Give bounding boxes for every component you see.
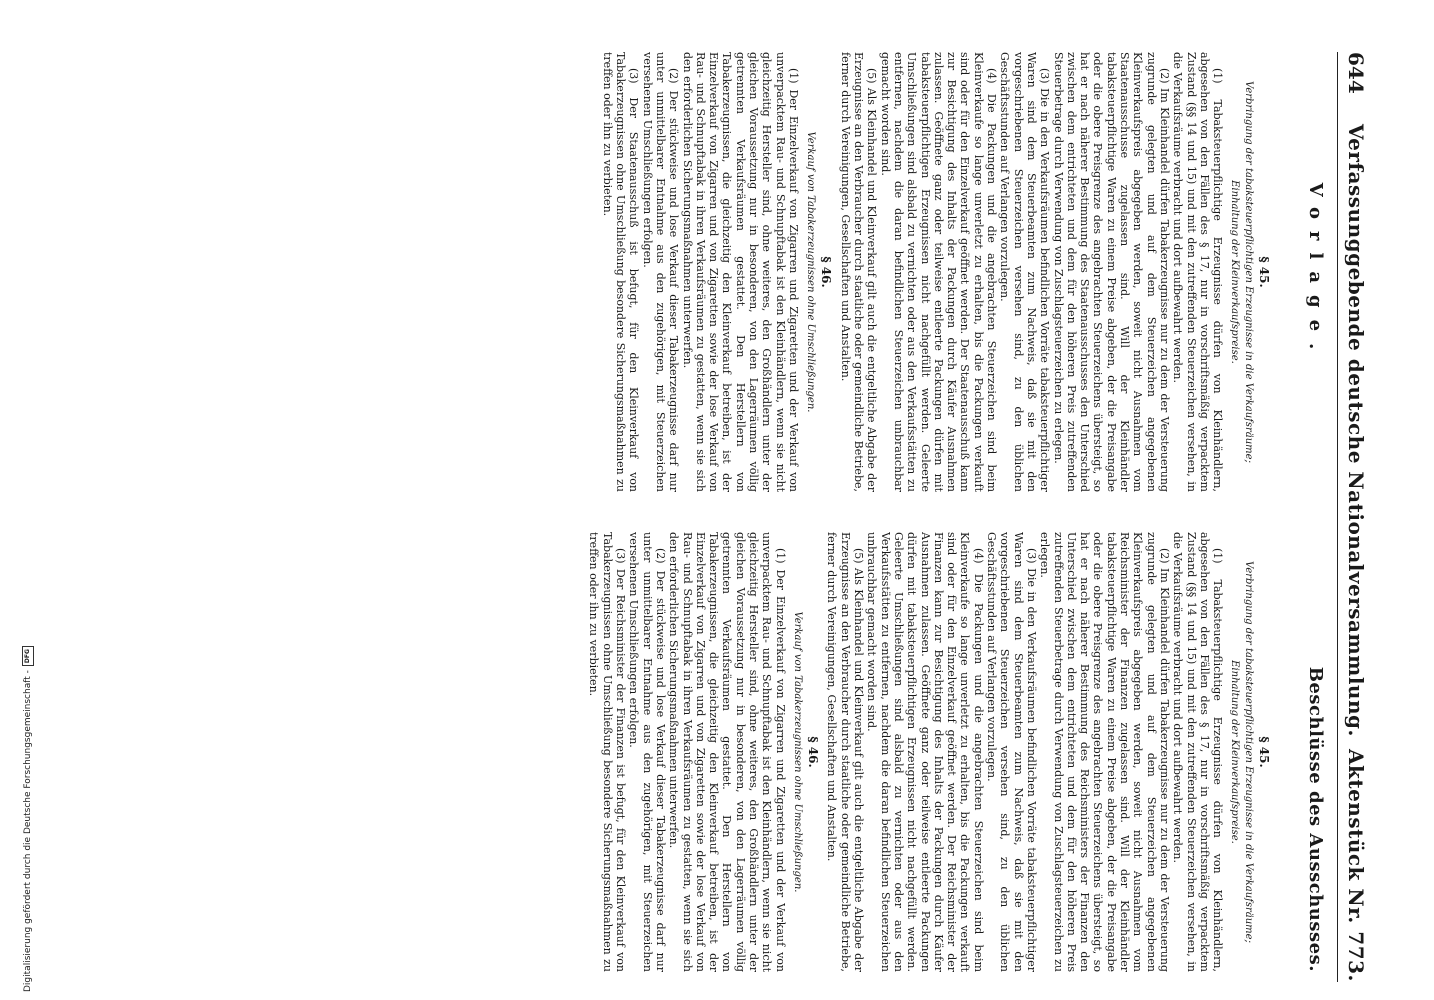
dfg-logo: DFG [22, 646, 34, 666]
paragraph: (3) Die in den Verkaufsräumen befindlichen Vorräte tabaksteuerpflichtiger Waren sind dem Steuerbeamten zum Nachweis, daß sie mit den vorgeschriebenen Steuerzeichen versehen sind, zu den üblichen Geschäftsstunden auf Verlangen vorzulegen. [998, 52, 1052, 492]
section-45-subtitle: Verbringung der tabaksteuerpflichtigen Erzeugnisse in die Verkaufsräume; Einhaltung der Kleinverkaufspreise. [1229, 561, 1254, 943]
section-46-title: § 46. [806, 736, 821, 768]
paragraph: (1) Der Einzelverkauf von Zigarren und Zigaretten und der Verkauf von unverpacktem Rau- und Schnupftabak ist den Kleinhändlern, wenn sie nicht gleichzeitig Hersteller sind, ohne weiteres, den Großhändlern unter der gleichen Voraussetzung nur in besonderen, von den Lagerräumen völlig getrennten Verkaufsräumen gestattet. Den Herstellern von Tabakerzeugnissen, die gleichzeitig den Kleinverkauf betreiben, ist der Einzelverkauf von Zigarren und von Zigaretten sowie der lose Verkauf von Rau- und Schnupftabak in ihren Verkaufsräumen zu gestatten, wenn sie sich den erforderlichen Sicherungsmaßnahmen unterwerfen. [680, 52, 800, 492]
paragraph: (3) Der Reichsminister der Finanzen ist befugt, für den Kleinverkauf von Tabakerzeugnissen ohne Umschließung besondere Sicherungsmaßnahmen zu treffen oder ihn zu verbieten. [587, 532, 628, 972]
digitization-footer [22, 646, 34, 992]
page-number: 644 [1344, 52, 1368, 94]
paragraph: (4) Die Packungen und die angebrachten Steuerzeichen sind beim Kleinverkaufe so lange unverletzt zu erhalten, bis die Packungen verkauft sind oder für den Einzelverkauf geöffnet werden. Der Staatenausschuß kann zur Besichtigung des Inhalts der Packungen durch Käufer Ausnahmen zulassen. Geöffnete ganz oder teilweise entleerte Packungen dürfen mit tabaksteuerpflichtigen Erzeugnissen nicht nachgefüllt werden. Geleerte Umschließungen sind alsbald zu vernichten oder aus den Verkaufsstätten zu entfernen, nachdem die daran befindlichen Steuerzeichen unbrauchbar gemacht worden sind. [878, 52, 999, 492]
paragraph: (1) Der Einzelverkauf von Zigarren und Zigaretten und der Verkauf von unverpacktem Rau- und Schnupftabak ist den Kleinhändlern, wenn sie nicht gleichzeitig Hersteller sind, ohne weiteres, den Großhändlern unter der gleichen Voraussetzung nur in besonderen, von den Lagerräumen völlig getrennten Verkaufsräumen gestattet. Den Herstellern von Tabakerzeugnissen, die gleichzeitig den Kleinverkauf betreiben, ist der Einzelverkauf von Zigarren und von Zigaretten sowie der lose Verkauf von Rau- und Schnupftabak in ihren Verkaufsräumen zu gestatten, wenn sie sich den erforderlichen Sicherungsmaßnahmen unterwerfen. [667, 532, 787, 972]
document-title: Verfassunggebende deutsche Nationalversammlung. [1344, 124, 1368, 737]
paragraph: (2) Der stückweise und lose Verkauf dieser Tabakerzeugnisse darf nur unter unmittelbarer Entnahme aus den zugehörigen, mit Steuerzeichen versehenen Umschließungen erfolgen. [640, 52, 681, 492]
paragraph: (3) Die in den Verkaufsräumen befindlichen Vorräte tabaksteuerpflichtiger Waren sind dem Steuerbeamten zum Nachweis, daß sie mit den vorgeschriebenen Steuerzeichen versehen sind, zu den üblichen Geschäftsstunden auf Verlangen vorzulegen. [985, 532, 1038, 972]
section-46-title: § 46. [819, 256, 834, 288]
right-column-heading: Beschlüsse des Ausschusses. [1305, 666, 1326, 972]
page-header [1337, 52, 1368, 982]
right-column [111, 532, 1276, 972]
paragraph: (2) Im Kleinhandel dürfen Tabakerzeugnisse nur zu dem der Versteuerung zugrunde gelegten und auf dem Steuerzeichen angegebenen Kleinverkaufspreis abgegeben werden, soweit nicht Ausnahmen vom Staatenausschusse zugelassen sind. Will der Kleinhändler tabaksteuerpflichtige Waren zu einem Preise abgeben, der die Preisangabe oder die obere Preisgrenze des angebrachten Steuerzeichens übersteigt, so hat er nach näherer Bestimmung des Staatenausschusses den Unterschied zwischen dem entrichteten und dem für den höheren Preis zutreffenden Steuerbetrage durch Verwendung von Zuschlagsteuerzeichen zu erlegen. [1051, 52, 1171, 492]
paragraph: (1) Tabaksteuerpflichtige Erzeugnisse dürfen von Kleinhändlern, abgesehen von den Fällen des § 17, nur in vorschriftsmäßig verpacktem Zustand (§§ 14 und 15) und mit den zutreffenden Steuerzeichen versehen, in die Verkaufsräume verbracht und dort aufbewahrt werden. [1171, 52, 1225, 492]
scanned-page [104, 52, 1368, 982]
left-column-heading: Vorlage. [1305, 182, 1326, 362]
paragraph: (4) Die Packungen und die angebrachten Steuerzeichen sind beim Kleinverkaufe so lange unverletzt zu erhalten, bis die Packungen verkauft sind oder für den Einzelverkauf geöffnet werden. Der Reichsminister der Finanzen kann zur Besichtigung des Inhalts der Packungen durch Käufer Ausnahmen zulassen. Geöffnete ganz oder teilweise entleerte Packungen dürfen mit tabaksteuerpflichtigen Erzeugnissen nicht nachgefüllt werden. Geleerte Umschließungen sind alsbald zu vernichten oder aus den Verkaufsstätten zu entfernen, nachdem die daran befindlichen Steuerzeichen unbrauchbar gemacht worden sind. [865, 532, 985, 972]
document-section: Aktenstück Nr. 773. [1344, 748, 1368, 982]
paragraph: (5) Als Kleinhandel und Kleinverkauf gilt auch die entgeltliche Abgabe der Erzeugnisse an den Verbraucher durch staatliche oder gemeindliche Betriebe, ferner durch Vereinigungen, Gesellschaften und Anstalten. [825, 532, 866, 972]
paragraph: (2) Im Kleinhandel dürfen Tabakerzeugnisse nur zu dem der Versteuerung zugrunde gelegten und auf dem Steuerzeichen angegebenen Kleinverkaufspreis abgegeben werden, soweit nicht Ausnahmen vom Reichsminister der Finanzen zugelassen sind. Will der Kleinhändler tabaksteuerpflichtige Waren zu einem Preise abgeben, der die Preisangabe oder die obere Preisgrenze des angebrachten Steuerzeichens übersteigt, so hat er nach näherer Bestimmung des Reichsministers der Finanzen den Unterschied zwischen dem entrichteten und dem für den höheren Preis zutreffenden Steuerbetrage durch Verwendung von Zuschlagsteuerzeichen zu erlegen. [1038, 532, 1171, 972]
paragraph: (2) Der stückweise und lose Verkauf dieser Tabakerzeugnisse darf nur unter unmittelbarer Entnahme aus den zugehörigen, mit Steuerzeichen versehenen Umschließungen erfolgen. [627, 532, 667, 972]
left-column [111, 52, 1276, 492]
paragraph: (1) Tabaksteuerpflichtige Erzeugnisse dürfen von Kleinhändlern, abgesehen von den Fällen des § 17, nur in vorschriftsmäßig verpacktem Zustand (§§ 14 und 15) und mit den zutreffenden Steuerzeichen versehen, in die Verkaufsräume verbracht und dort aufbewahrt werden. [1171, 532, 1225, 972]
section-45-subtitle: Verbringung der tabaksteuerpflichtigen Erzeugnisse in die Verkaufsräume; Einhaltung der Kleinverkaufspreise. [1229, 81, 1254, 463]
section-46-subtitle: Verkauf von Tabakerzeugnissen ohne Umschließungen. [805, 131, 817, 413]
footer-text: Digitalisierung gefördert durch die Deutsche Forschungsgemeinschaft - [23, 670, 33, 992]
section-46-subtitle: Verkauf von Tabakerzeugnissen ohne Umschließungen. [791, 611, 803, 893]
section-45-title: § 45. [1257, 736, 1271, 768]
paragraph: (5) Als Kleinhandel und Kleinverkauf gilt auch die entgeltliche Abgabe der Erzeugnisse an den Verbraucher durch staatliche oder gemeindliche Betriebe, ferner durch Vereinigungen, Gesellschaften und Anstalten. [838, 52, 879, 492]
paragraph: (3) Der Staatenausschuß ist befugt, für den Kleinverkauf von Tabakerzeugnissen ohne Umschließung besondere Sicherungsmaßnahmen zu treffen oder ihn zu verbieten. [600, 52, 641, 492]
section-45-title: § 45. [1257, 256, 1271, 288]
